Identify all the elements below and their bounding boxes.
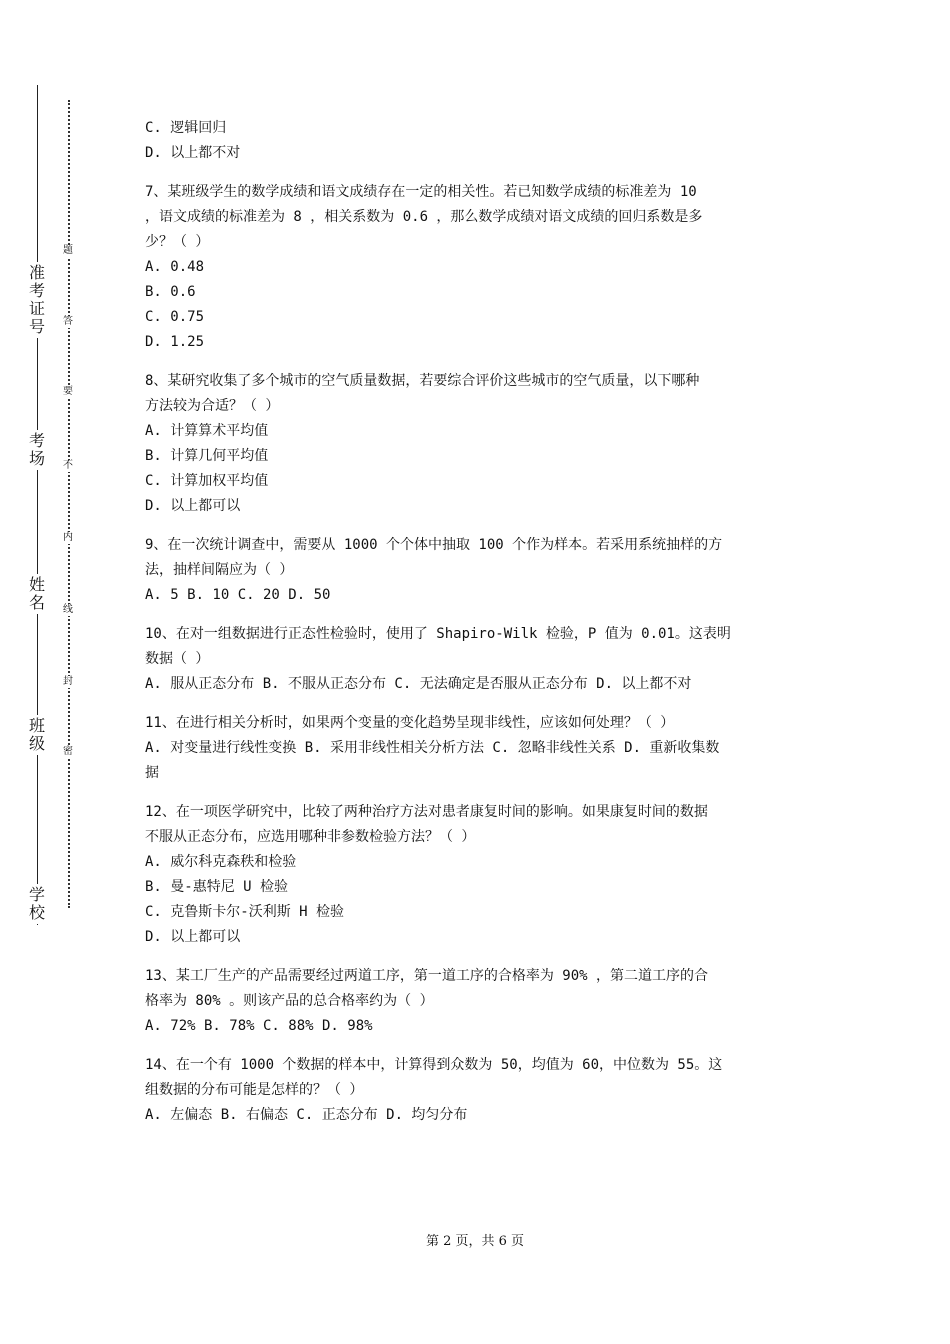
options-line: A. 5 B. 10 C. 20 D. 50 (145, 587, 331, 603)
seal-char: 线 (60, 604, 76, 616)
question-text: 格率为 80% 。则该产品的总合格率约为（ ） (145, 993, 434, 1009)
seal-char: 不 (60, 460, 76, 472)
option: B. 曼-惠特尼 U 检验 (145, 879, 289, 895)
option: A. 计算算术平均值 (145, 423, 269, 439)
field-label-text: 姓 名 (28, 575, 45, 612)
option: A. 0.48 (145, 259, 205, 275)
question-text: 法，抽样间隔应为（ ） (145, 562, 294, 578)
seal-char: 题 (60, 245, 76, 257)
options-line: A. 服从正态分布 B. 不服从正态分布 C. 无法确定是否服从正态分布 D. 以上都不对 (145, 676, 692, 692)
question-10 (145, 622, 813, 697)
question-7 (145, 180, 813, 355)
field-label-text: 考 场 (28, 431, 45, 468)
field-label-text: 学 校 (28, 885, 45, 922)
option: C. 计算加权平均值 (145, 473, 269, 489)
field-label-exam-number (22, 262, 52, 338)
question-text: 数据（ ） (145, 651, 210, 667)
page-number: 第 2 页，共 6 页 (425, 1234, 525, 1249)
seal-char: 封 (60, 676, 76, 688)
option: C. 克鲁斯卡尔-沃利斯 H 检验 (145, 904, 345, 920)
field-label-name (22, 574, 52, 614)
options-line: A. 对变量进行线性变换 B. 采用非线性相关分析方法 C. 忽略非线性关系 D. 重新收集数 (145, 740, 720, 756)
question-11 (145, 711, 813, 786)
option: D. 以上都可以 (145, 498, 241, 514)
field-label-text: 准 考 证 号 (28, 263, 45, 336)
option: A. 威尔科克森秩和检验 (145, 854, 297, 870)
previous-question-options (145, 116, 813, 166)
question-text: 不服从正态分布，应选用哪种非参数检验方法？（ ） (145, 829, 476, 845)
field-label-class (22, 715, 52, 755)
question-text: 方法较为合适？（ ） (145, 398, 280, 414)
question-13 (145, 964, 813, 1039)
options-line: A. 72% B. 78% C. 88% D. 98% (145, 1018, 373, 1034)
question-text: 10、在对一组数据进行正态性检验时，使用了 Shapiro-Wilk 检验，P 值为 0.01。这表明 (145, 626, 731, 642)
question-text: 9、在一次统计调查中，需要从 1000 个个体中抽取 100 个作为样本。若采用系统抽样的方 (145, 537, 723, 553)
seal-char: 答 (60, 316, 76, 328)
question-text: 7、某班级学生的数学成绩和语文成绩存在一定的相关性。若已知数学成绩的标准差为 10 (145, 184, 697, 200)
question-9 (145, 533, 813, 608)
question-text: 组数据的分布可能是怎样的？（ ） (145, 1082, 364, 1098)
option: C. 逻辑回归 (145, 120, 227, 136)
question-text: ，语文成绩的标准差为 8 ，相关系数为 0.6 ，那么数学成绩对语文成绩的回归系数是多 (145, 209, 703, 225)
question-14 (145, 1053, 813, 1128)
question-text: 11、在进行相关分析时，如果两个变量的变化趋势呈现非线性，应该如何处理？（ ） (145, 715, 675, 731)
field-label-school (22, 884, 52, 924)
option: B. 0.6 (145, 284, 196, 300)
option: C. 0.75 (145, 309, 205, 325)
question-text: 8、某研究收集了多个城市的空气质量数据，若要综合评价这些城市的空气质量，以下哪种 (145, 373, 700, 389)
question-text: 12、在一项医学研究中，比较了两种治疗方法对患者康复时间的影响。如果康复时间的数据 (145, 804, 708, 820)
seal-char: 内 (60, 532, 76, 544)
field-label-text: 班 级 (28, 716, 45, 753)
field-label-exam-room (22, 430, 52, 470)
questions-content (145, 116, 813, 1142)
binding-solid-line (37, 85, 38, 925)
seal-dotted-line (68, 100, 70, 908)
question-text: 少？（ ） (145, 234, 210, 250)
binding-margin (0, 0, 120, 1344)
option: D. 以上都不对 (145, 145, 241, 161)
option: D. 以上都可以 (145, 929, 241, 945)
question-text: 14、在一个有 1000 个数据的样本中，计算得到众数为 50，均值为 60，中位数为 55。这 (145, 1057, 723, 1073)
question-12 (145, 800, 813, 950)
option: D. 1.25 (145, 334, 205, 350)
question-text: 13、某工厂生产的产品需要经过两道工序，第一道工序的合格率为 90% ，第二道工序的合 (145, 968, 708, 984)
options-line: A. 左偏态 B. 右偏态 C. 正态分布 D. 均匀分布 (145, 1107, 468, 1123)
option: B. 计算几何平均值 (145, 448, 269, 464)
seal-char: 密 (60, 746, 76, 758)
seal-char: 要 (60, 386, 76, 398)
options-line: 据 (145, 765, 159, 781)
question-8 (145, 369, 813, 519)
